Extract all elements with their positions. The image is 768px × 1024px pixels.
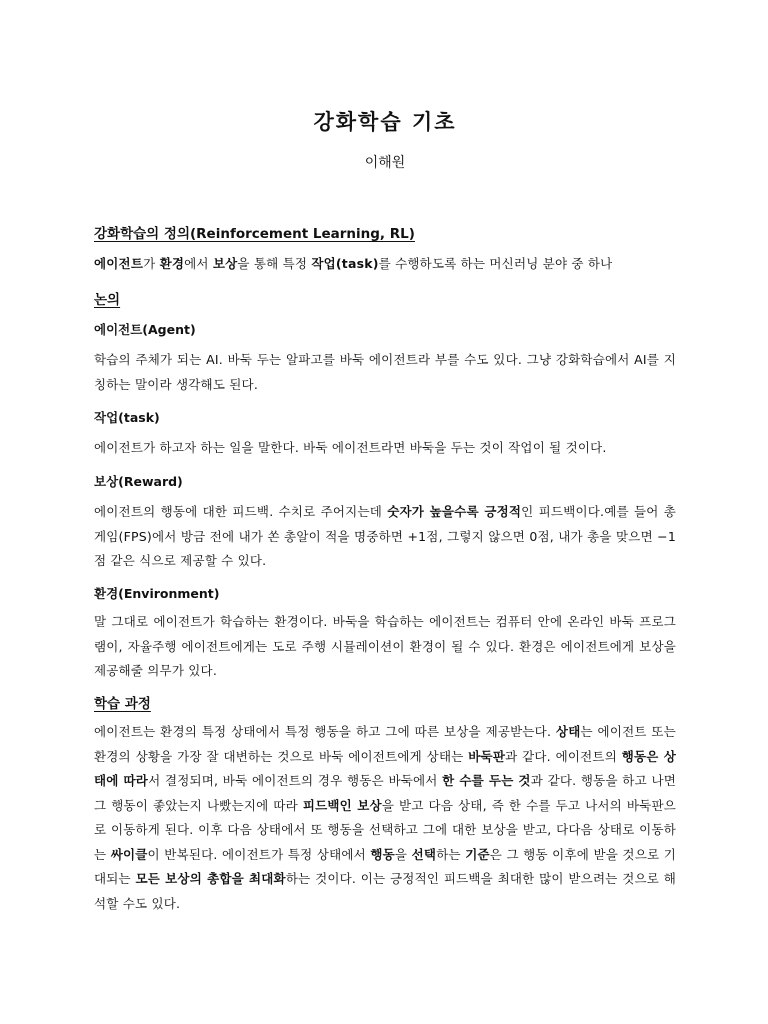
definition-paragraph (94, 252, 676, 277)
environment-paragraph (94, 610, 676, 684)
text-run: 은 그 행동 이후에 받을 것으로 기대되는 (94, 846, 676, 886)
task-label: 작업(task) (94, 410, 160, 425)
text-run: 가 (143, 256, 160, 271)
process-paragraph (94, 720, 676, 916)
text-run: 에서 (184, 256, 213, 271)
text-run: 과 같다. 행동을 하고 나면 그 행동이 좋았는지 나빴는지에 따라 (94, 773, 676, 813)
text-run: 을 통해 특정 (237, 256, 312, 271)
text-run: 에이전트가 하고자 하는 일을 말한다. 바둑 에이전트라면 바둑을 두는 것이 작업이 될 것이다. (94, 440, 607, 455)
text-run: 를 수행하도록 하는 머신러닝 분야 중 하나 (378, 256, 613, 271)
document-title: 강화학습 기초 (313, 110, 457, 134)
text-run: 말 그대로 에이전트가 학습하는 환경이다. 바둑을 학습하는 에이전트는 컴퓨터 안에 온라인 바둑 프로그램이, 자율주행 에이전트에게는 도로 주행 시뮬레이션이 환경이 될 수 있다. 환경은 에이전트에게 보상을 제공해줄 의무가 있다. (94, 614, 676, 678)
agent-label: 에이전트(Agent) (94, 322, 196, 337)
emphasized-text: 에이전트 (94, 256, 144, 271)
emphasized-text: 기준 (465, 846, 490, 862)
text-run: 하는 것이다. 이는 긍정적인 피드백을 최대한 많이 받으려는 것으로 해석할 수도 있다. (94, 871, 677, 911)
agent-paragraph (94, 348, 676, 397)
definition-heading: 강화학습의 정의(Reinforcement Learning, RL) (94, 226, 415, 242)
process-heading: 학습 과정 (94, 696, 151, 712)
emphasized-text: 행동은 상태에 따라 (94, 748, 676, 788)
text-run: 는 에이전트 또는 환경의 상황을 가장 잘 대변하는 것으로 바둑 에이전트에게 상태는 (94, 724, 676, 764)
emphasized-text: 환경 (159, 256, 185, 271)
emphasized-text: 피드백인 보상 (302, 797, 382, 813)
emphasized-text: 선택 (411, 846, 437, 862)
text-run: 을 (394, 846, 412, 862)
reward-paragraph (94, 500, 676, 574)
text-run: 이 반복된다. 에이전트가 특정 상태에서 (147, 846, 371, 862)
emphasized-text: 숫자가 높을수록 긍정적 (387, 504, 522, 519)
emphasized-text: 한 수를 두는 것 (442, 773, 531, 788)
emphasized-text: 상태 (555, 724, 581, 739)
text-run: 에이전트의 행동에 대한 피드백. 수치로 주어지는데 (94, 504, 388, 519)
emphasized-text: 보상 (212, 256, 238, 271)
emphasized-text: 작업(task) (311, 256, 379, 271)
emphasized-text: 행동 (370, 846, 395, 862)
text-run: 인 피드백이다.예를 들어 총게임(FPS)에서 방금 전에 내가 쏜 총알이 적을 명중하면 +1점, 그렇지 않으면 0점, 내가 총을 맞으면 −1점 같은 식으로 제공할 수 있다. (94, 504, 676, 568)
discussion-heading: 논의 (94, 292, 121, 308)
text-run: 과 같다. 에이전트의 (505, 748, 622, 764)
text-run: 하는 (436, 846, 466, 862)
emphasized-text: 싸이클 (110, 846, 148, 862)
reward-label: 보상(Reward) (94, 474, 183, 489)
text-run: 에이전트는 환경의 특정 상태에서 특정 행동을 하고 그에 따른 보상을 제공받는다. (94, 724, 556, 739)
text-run: 서 결정되며, 바둑 에이전트의 경우 행동은 바둑에서 (148, 773, 443, 788)
emphasized-text: 바둑판 (468, 748, 506, 764)
text-run: 학습의 주체가 되는 AI. 바둑 두는 알파고를 바둑 에이전트라 부를 수도 있다. 그냥 강화학습에서 AI를 지칭하는 말이라 생각해도 된다. (94, 352, 676, 392)
environment-label: 환경(Environment) (94, 586, 220, 601)
emphasized-text: 모든 보상의 총합을 최대화 (135, 871, 286, 886)
document-author: 이해원 (364, 155, 406, 171)
text-run: 을 받고 다음 상태, 즉 한 수를 두고 나서의 바둑판으로 이동하게 된다. 이후 다음 상태에서 또 행동을 선택하고 그에 대한 보상을 받고, 다다음 상태로 이동하는 (94, 797, 676, 862)
task-paragraph (94, 436, 676, 461)
